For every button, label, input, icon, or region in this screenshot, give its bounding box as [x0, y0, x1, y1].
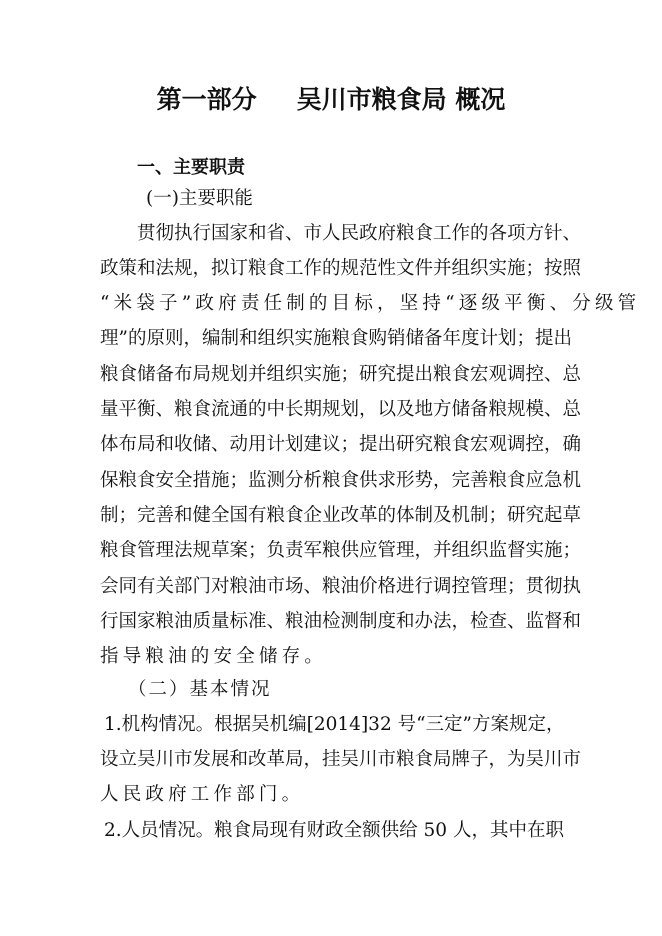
subheading-basic-info: （二）基本情况	[128, 679, 272, 700]
title-name: 吴川市粮食局 概况	[296, 85, 506, 114]
body-line: 粮食储备布局规划并组织实施；研究提出粮食宏观调控、总	[100, 364, 582, 385]
body-line: 指导粮油的安全储存。	[100, 646, 328, 667]
body-line: 粮食管理法规草案；负责军粮供应管理，并组织监督实施；	[100, 540, 582, 561]
page-title	[0, 80, 662, 116]
basic-line: 人民政府工作部门。	[100, 784, 305, 805]
body-line: 制；完善和健全国有粮食企业改革的体制及机制；研究起草	[100, 505, 582, 526]
body-line: “米袋子”政府责任制的目标，坚持“逐级平衡、分级管	[100, 293, 641, 314]
basic-line: 1.机构情况。根据吴机编[2014]32 号“三定”方案规定，	[104, 714, 565, 735]
basic-line: 2.人员情况。粮食局现有财政全额供给 50 人，其中在职	[104, 820, 564, 841]
body-line: 理”的原则，编制和组织实施粮食购销储备年度计划；提出	[100, 328, 572, 349]
basic-line: 设立吴川市发展和改革局，挂吴川市粮食局牌子，为吴川市	[100, 749, 582, 770]
section-heading: 一、主要职责	[137, 157, 245, 178]
body-line: 会同有关部门对粮油市场、粮油价格进行调控管理；贯彻执	[100, 576, 582, 597]
title-part: 第一部分	[156, 85, 257, 114]
body-line: 体布局和收储、动用计划建议；提出研究粮食宏观调控，确	[100, 434, 582, 455]
body-line: 保粮食安全措施；监测分析粮食供求形势，完善粮食应急机	[100, 470, 582, 491]
body-line: 量平衡、粮食流通的中长期规划，以及地方储备粮规模、总	[100, 399, 582, 420]
body-line: 贯彻执行国家和省、市人民政府粮食工作的各项方针、	[137, 223, 582, 244]
body-line: 政策和法规，拟订粮食工作的规范性文件并组织实施；按照	[100, 258, 582, 279]
body-line: 行国家粮油质量标准、粮油检测制度和办法，检查、监督和	[100, 611, 582, 632]
subheading-main-functions: (一)主要职能	[146, 188, 253, 209]
